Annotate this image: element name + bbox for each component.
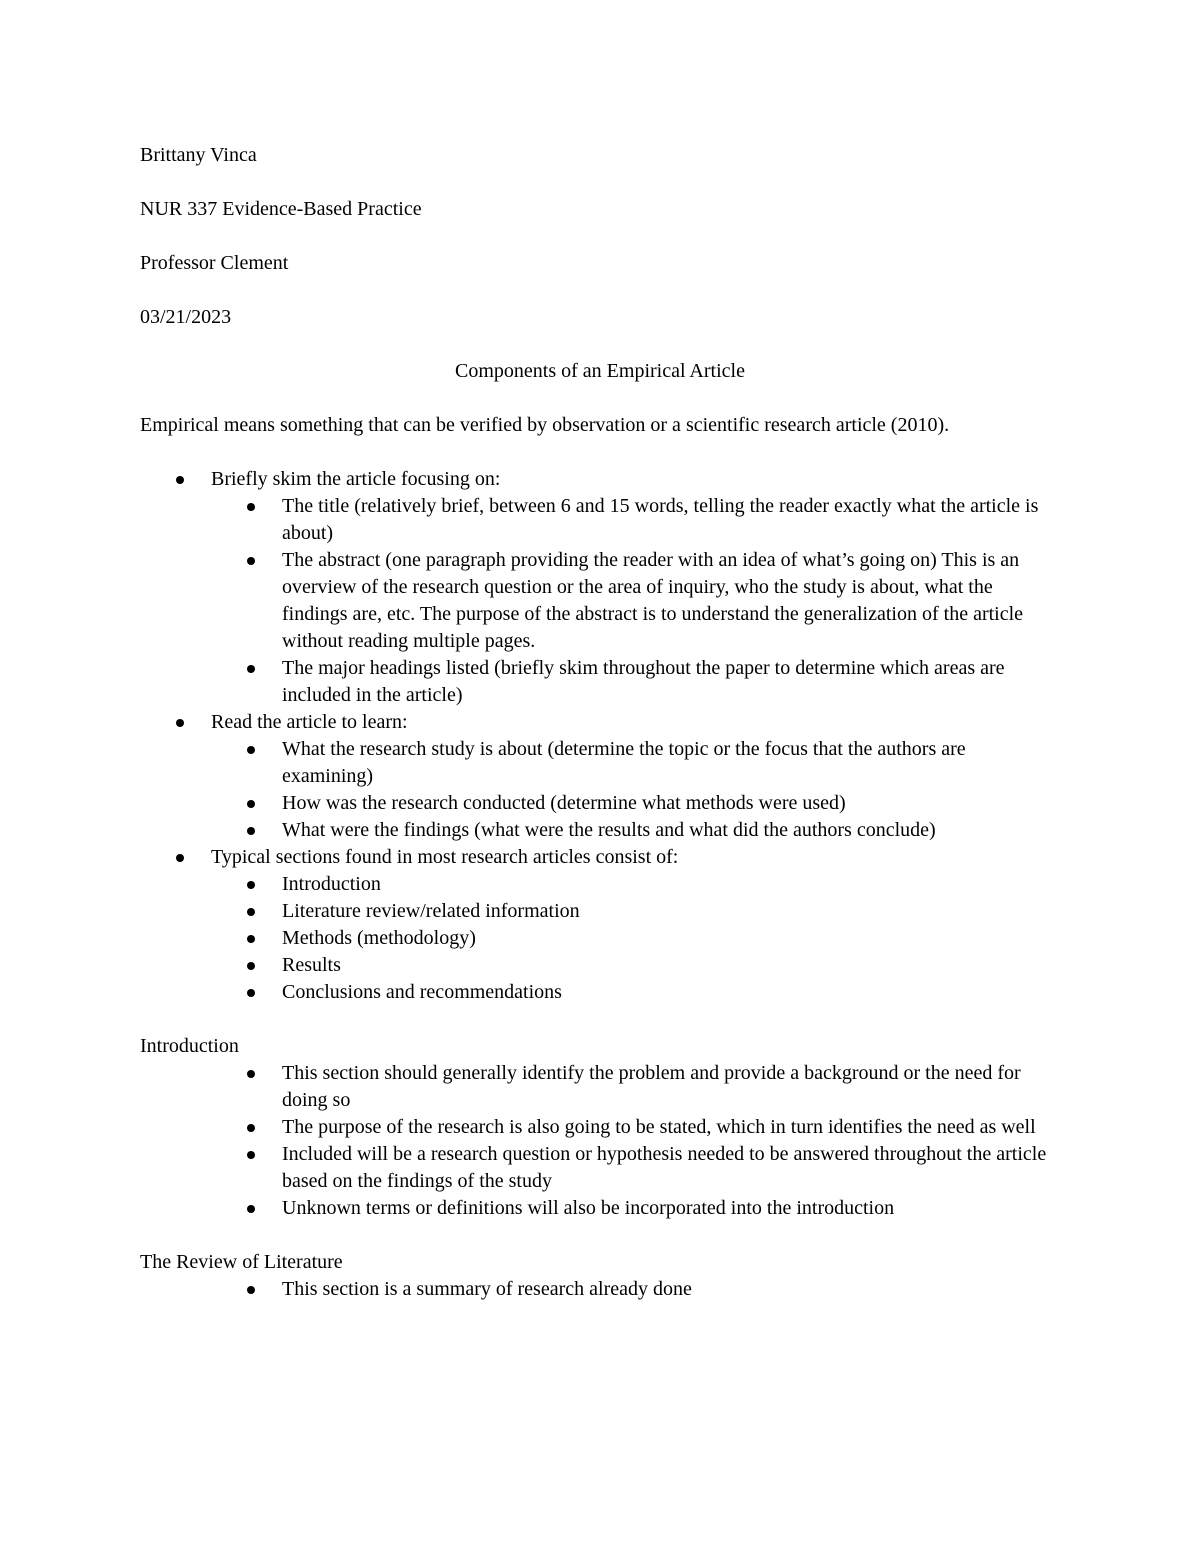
outline-subitem-text: The title (relatively brief, between 6 and 15 words, telling the reader exactly what the article is about)	[282, 495, 1039, 544]
outline-item-text: Typical sections found in most research articles consist of:	[211, 846, 679, 868]
author-name: Brittany Vinca	[140, 144, 257, 166]
bullet-icon	[247, 881, 255, 889]
course-name: NUR 337 Evidence-Based Practice	[140, 198, 422, 220]
outline-item-text: Briefly skim the article focusing on:	[211, 468, 501, 490]
outline-subitem	[211, 790, 1060, 817]
outline-sublist	[211, 871, 1060, 1006]
bullet-icon	[247, 989, 255, 997]
outline-subitem	[211, 952, 1060, 979]
section-list-item	[211, 1114, 1060, 1141]
outline-subitem-text: Results	[282, 954, 341, 976]
bullet-icon	[247, 1286, 255, 1294]
document-page	[140, 142, 1060, 1303]
professor-name: Professor Clement	[140, 252, 289, 274]
outline-item	[140, 466, 1060, 709]
outline-subitem	[211, 736, 1060, 790]
outline-subitem	[211, 655, 1060, 709]
outline-subitem-text: Introduction	[282, 873, 381, 895]
bullet-icon	[247, 557, 255, 565]
bullet-icon	[247, 935, 255, 943]
intro-paragraph: Empirical means something that can be verified by observation or a scientific research article (2010).	[140, 414, 950, 436]
outline-subitem-text: The major headings listed (briefly skim throughout the paper to determine which areas are included in the article)	[282, 657, 1005, 706]
outline-subitem-text: Literature review/related information	[282, 900, 580, 922]
section-item-text: The purpose of the research is also going to be stated, which in turn identifies the need as well	[282, 1116, 1036, 1138]
outline-item	[140, 844, 1060, 1006]
bullet-icon	[247, 908, 255, 916]
outline-sublist	[211, 736, 1060, 844]
outline-sublist	[211, 493, 1060, 709]
outline-item	[140, 709, 1060, 844]
outline-subitem	[211, 493, 1060, 547]
bullet-icon	[247, 962, 255, 970]
bullet-icon	[247, 665, 255, 673]
outline-subitem-text: What the research study is about (determine the topic or the focus that the authors are examining)	[282, 738, 966, 787]
outline-list	[140, 466, 1060, 1006]
section-list	[140, 1276, 1060, 1303]
outline-subitem-text: The abstract (one paragraph providing the reader with an idea of what’s going on) This is an overview of the research question or the area of inquiry, who the study is about, what the findings are, etc. The purpose of the abstract is to understand the generalization of the article without reading multiple pages.	[282, 549, 1024, 652]
bullet-icon	[247, 800, 255, 808]
outline-subitem	[211, 925, 1060, 952]
outline-subitem	[211, 979, 1060, 1006]
section-introduction	[140, 1033, 1060, 1222]
outline-subitem-text: What were the findings (what were the results and what did the authors conclude)	[282, 819, 936, 841]
outline-subitem	[211, 817, 1060, 844]
document-date: 03/21/2023	[140, 306, 232, 328]
bullet-icon	[176, 476, 184, 484]
bullet-icon	[176, 854, 184, 862]
bullet-icon	[247, 746, 255, 754]
section-item-text: This section is a summary of research already done	[282, 1278, 692, 1300]
section-heading: Introduction	[140, 1035, 239, 1057]
outline-subitem	[211, 547, 1060, 655]
outline-subitem-text: How was the research conducted (determine what methods were used)	[282, 792, 846, 814]
section-list-item	[211, 1060, 1060, 1114]
outline-subitem	[211, 871, 1060, 898]
bullet-icon	[247, 827, 255, 835]
bullet-icon	[247, 1070, 255, 1078]
section-list-item	[211, 1276, 1060, 1303]
bullet-icon	[247, 1124, 255, 1132]
bullet-icon	[176, 719, 184, 727]
bullet-icon	[247, 1151, 255, 1159]
bullet-icon	[247, 503, 255, 511]
outline-subitem-text: Methods (methodology)	[282, 927, 476, 949]
section-item-text: Included will be a research question or hypothesis needed to be answered throughout the article based on the findings of the study	[282, 1143, 1047, 1192]
section-item-text: Unknown terms or definitions will also be incorporated into the introduction	[282, 1197, 895, 1219]
outline-subitem-text: Conclusions and recommendations	[282, 981, 562, 1003]
section-item-text: This section should generally identify the problem and provide a background or the need for doing so	[282, 1062, 1021, 1111]
section-list	[140, 1060, 1060, 1222]
section-heading: The Review of Literature	[140, 1251, 343, 1273]
outline-item-text: Read the article to learn:	[211, 711, 408, 733]
section-list-item	[211, 1141, 1060, 1195]
bullet-icon	[247, 1205, 255, 1213]
section-list-item	[211, 1195, 1060, 1222]
document-title: Components of an Empirical Article	[455, 360, 745, 382]
section-review-of-literature	[140, 1249, 1060, 1303]
outline-subitem	[211, 898, 1060, 925]
